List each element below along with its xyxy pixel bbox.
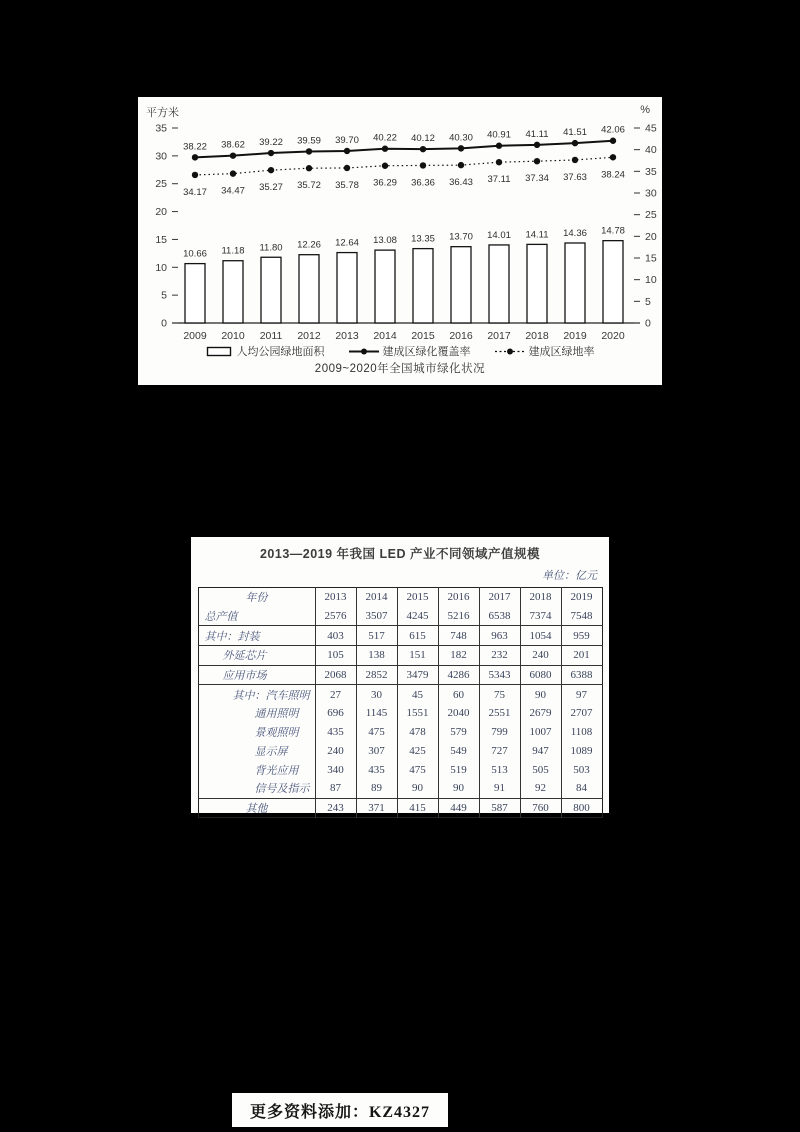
- year-cell: 2019: [561, 588, 602, 607]
- dotted-line-point: [572, 157, 578, 163]
- value-cell: 7374: [520, 607, 561, 626]
- bar: [261, 257, 281, 323]
- solid-line-point: [230, 152, 236, 158]
- value-cell: 232: [479, 646, 520, 666]
- x-axis-category-label: 2016: [449, 330, 473, 342]
- x-axis-category-label: 2014: [373, 330, 397, 342]
- table-row: [198, 798, 602, 818]
- value-cell: 5216: [438, 607, 479, 626]
- bar: [527, 244, 547, 323]
- table-row: [198, 685, 602, 704]
- row-label-cell: 背光应用: [254, 764, 299, 777]
- value-cell: 403: [315, 626, 356, 646]
- left-axis-tick-label: 25: [155, 178, 167, 191]
- year-cell: 2016: [438, 588, 479, 607]
- dotted-line-value-label: 37.11: [487, 174, 511, 186]
- value-cell: 90: [520, 685, 561, 704]
- solid-line-point: [382, 146, 388, 152]
- led-table-panel: [191, 537, 609, 813]
- solid-line-point: [344, 148, 350, 154]
- legend-item-dotted-line-series: [495, 343, 595, 359]
- value-cell: 6388: [561, 665, 602, 685]
- value-cell: 963: [479, 626, 520, 646]
- table-row: [198, 723, 602, 742]
- value-cell: 1551: [397, 704, 438, 723]
- bar: [337, 253, 357, 323]
- x-axis-category-label: 2015: [411, 330, 435, 342]
- table-row: [198, 760, 602, 779]
- value-cell: 1145: [356, 704, 397, 723]
- dotted-line-value-label: 34.17: [183, 186, 207, 198]
- legend-item-bar-series: [206, 343, 325, 359]
- dotted-line-value-label: 35.72: [297, 180, 321, 192]
- bar-value-label: 11.80: [259, 242, 283, 254]
- dotted-line-point: [610, 154, 616, 160]
- value-cell: 84: [561, 779, 602, 798]
- solid-line-point: [192, 154, 198, 160]
- dotted-line-value-label: 38.24: [601, 169, 625, 181]
- bar-value-label: 14.78: [601, 225, 625, 237]
- value-cell: 517: [356, 626, 397, 646]
- greening-chart-panel: [138, 97, 662, 385]
- bar: [603, 241, 623, 323]
- legend-item-solid-line-series: [349, 343, 471, 359]
- dotted-line-value-label: 35.27: [259, 182, 283, 194]
- bar: [451, 247, 471, 323]
- value-cell: 2551: [479, 704, 520, 723]
- year-cell: 2018: [520, 588, 561, 607]
- right-axis-tick-label: 35: [645, 165, 657, 178]
- dotted-line-point: [420, 162, 426, 168]
- value-cell: 478: [397, 723, 438, 742]
- value-cell: 3507: [356, 607, 397, 626]
- dotted-line-value-label: 37.63: [563, 171, 587, 183]
- right-axis-tick-label: 5: [645, 295, 651, 308]
- value-cell: 2852: [356, 665, 397, 685]
- solid-line-swatch-icon: [349, 346, 379, 357]
- value-cell: 92: [520, 779, 561, 798]
- dotted-line-value-label: 36.43: [449, 177, 473, 189]
- right-axis-tick-label: 45: [645, 122, 657, 135]
- x-axis-category-label: 2018: [525, 330, 549, 342]
- value-cell: 97: [561, 685, 602, 704]
- solid-line-value-label: 41.51: [563, 127, 587, 139]
- value-cell: 4245: [397, 607, 438, 626]
- value-cell: 91: [479, 779, 520, 798]
- bar: [413, 249, 433, 323]
- value-cell: 3479: [397, 665, 438, 685]
- year-cell: 2014: [356, 588, 397, 607]
- greening-chart-svg: [138, 97, 662, 361]
- bar-value-label: 11.18: [221, 245, 245, 257]
- dotted-line-point: [496, 159, 502, 165]
- table-title: 2013—2019 年我国 LED 产业不同领域产值规模: [259, 547, 541, 561]
- value-cell: 425: [397, 742, 438, 761]
- table-row: [198, 742, 602, 761]
- dotted-line: [195, 157, 613, 175]
- value-cell: 87: [315, 779, 356, 798]
- value-cell: 371: [356, 798, 397, 818]
- dotted-line-value-label: 37.34: [525, 173, 549, 185]
- value-cell: 2576: [315, 607, 356, 626]
- dotted-line-value-label: 36.36: [411, 177, 435, 189]
- chart-legend: [138, 343, 662, 359]
- value-cell: 138: [356, 646, 397, 666]
- bar: [223, 261, 243, 323]
- value-cell: 503: [561, 760, 602, 779]
- left-axis-tick-label: 5: [161, 289, 167, 302]
- solid-line-point: [268, 150, 274, 156]
- bar-value-label: 14.36: [563, 227, 587, 239]
- dotted-line-point: [534, 158, 540, 164]
- bar-value-label: 13.08: [373, 235, 397, 247]
- x-axis-category-label: 2009: [183, 330, 207, 342]
- row-label-cell: 总产值: [198, 607, 315, 626]
- value-cell: 243: [315, 798, 356, 818]
- row-label-cell: 通用照明: [254, 708, 299, 721]
- value-cell: 799: [479, 723, 520, 742]
- footer-panel: [232, 1093, 448, 1127]
- value-cell: 7548: [561, 607, 602, 626]
- solid-line-point: [534, 142, 540, 148]
- value-cell: 519: [438, 760, 479, 779]
- bar-value-label: 13.70: [449, 231, 473, 243]
- value-cell: 90: [438, 779, 479, 798]
- x-axis-category-label: 2010: [221, 330, 245, 342]
- value-cell: 240: [315, 742, 356, 761]
- solid-line-value-label: 42.06: [601, 124, 625, 136]
- value-cell: 30: [356, 685, 397, 704]
- value-cell: 1007: [520, 723, 561, 742]
- chart-title: 2009~2020年全国城市绿化状况: [314, 363, 486, 375]
- value-cell: 4286: [438, 665, 479, 685]
- solid-line-value-label: 39.22: [259, 137, 283, 149]
- left-axis-tick-label: 35: [155, 122, 167, 135]
- table-row: [198, 665, 602, 685]
- bar: [375, 250, 395, 323]
- value-cell: 505: [520, 760, 561, 779]
- value-cell: 2040: [438, 704, 479, 723]
- value-cell: 435: [315, 723, 356, 742]
- legend-label: 建成区绿化覆盖率: [382, 346, 471, 358]
- value-cell: 800: [561, 798, 602, 818]
- dotted-line-point: [192, 172, 198, 178]
- dotted-line-point: [344, 165, 350, 171]
- value-cell: 435: [356, 760, 397, 779]
- legend-label: 建成区绿地率: [528, 346, 595, 358]
- dotted-line-point: [230, 170, 236, 176]
- value-cell: 2068: [315, 665, 356, 685]
- value-cell: 760: [520, 798, 561, 818]
- value-cell: 240: [520, 646, 561, 666]
- value-cell: 615: [397, 626, 438, 646]
- value-cell: 2707: [561, 704, 602, 723]
- bar: [185, 264, 205, 323]
- value-cell: 449: [438, 798, 479, 818]
- bar-value-label: 12.26: [297, 239, 321, 251]
- year-cell: 2017: [479, 588, 520, 607]
- row-label-cell: 景观照明: [254, 727, 299, 740]
- right-axis-tick-label: 40: [645, 144, 657, 157]
- dotted-line-point: [268, 167, 274, 173]
- x-axis-category-label: 2013: [335, 330, 359, 342]
- value-cell: 1054: [520, 626, 561, 646]
- right-axis-tick-label: 30: [645, 187, 657, 200]
- value-cell: 475: [356, 723, 397, 742]
- left-axis-unit-label: 平方米: [146, 107, 179, 119]
- dotted-line-point: [382, 163, 388, 169]
- table-row: [198, 626, 602, 646]
- row-label-cell: 其中：汽车照明: [232, 689, 310, 702]
- solid-line-value-label: 39.70: [335, 134, 359, 146]
- value-cell: 475: [397, 760, 438, 779]
- value-cell: 6080: [520, 665, 561, 685]
- value-cell: 27: [315, 685, 356, 704]
- table-row: [198, 704, 602, 723]
- value-cell: 959: [561, 626, 602, 646]
- value-cell: 513: [479, 760, 520, 779]
- solid-line-value-label: 39.59: [297, 135, 321, 147]
- value-cell: 1108: [561, 723, 602, 742]
- solid-line-point: [496, 143, 502, 149]
- x-axis-category-label: 2011: [259, 330, 283, 342]
- value-cell: 45: [397, 685, 438, 704]
- row-label-cell: 显示屏: [254, 745, 288, 758]
- value-cell: 587: [479, 798, 520, 818]
- value-cell: 60: [438, 685, 479, 704]
- row-label-cell: 信号及指示: [198, 779, 315, 798]
- dotted-line-value-label: 34.47: [221, 185, 245, 197]
- value-cell: 727: [479, 742, 520, 761]
- value-cell: 6538: [479, 607, 520, 626]
- bar-value-label: 10.66: [183, 248, 207, 260]
- table-row: [198, 646, 602, 666]
- left-axis-tick-label: 0: [161, 317, 167, 330]
- value-cell: 696: [315, 704, 356, 723]
- footer-text: 更多资料添加：KZ4327: [249, 1103, 431, 1121]
- dotted-line-swatch-icon: [495, 346, 525, 357]
- right-axis-tick-label: 15: [645, 252, 657, 265]
- right-axis-tick-label: 0: [645, 317, 651, 330]
- value-cell: 579: [438, 723, 479, 742]
- bar: [299, 255, 319, 323]
- row-label-cell: 应用市场: [198, 665, 315, 685]
- legend-label: 人均公园绿地面积: [236, 346, 325, 358]
- solid-line-value-label: 40.30: [449, 132, 473, 144]
- table-unit-note: 单位：亿元: [542, 570, 597, 582]
- table-header-row: [198, 588, 602, 607]
- row-label-cell: 外延芯片: [198, 646, 315, 666]
- bar-value-label: 14.01: [487, 229, 511, 241]
- year-cell: 2013: [315, 588, 356, 607]
- year-header-cell: 年份: [245, 592, 268, 605]
- value-cell: 340: [315, 760, 356, 779]
- value-cell: 151: [397, 646, 438, 666]
- dotted-line-value-label: 36.29: [373, 177, 397, 189]
- left-axis-tick-label: 15: [155, 233, 167, 246]
- value-cell: 549: [438, 742, 479, 761]
- bar-value-label: 14.11: [525, 229, 549, 241]
- value-cell: 307: [356, 742, 397, 761]
- year-cell: 2015: [397, 588, 438, 607]
- value-cell: 947: [520, 742, 561, 761]
- table-row: [198, 779, 602, 798]
- solid-line-point: [306, 148, 312, 154]
- value-cell: 90: [397, 779, 438, 798]
- right-axis-tick-label: 25: [645, 209, 657, 222]
- right-axis-tick-label: 10: [645, 274, 657, 287]
- value-cell: 748: [438, 626, 479, 646]
- solid-line-point: [458, 145, 464, 151]
- table-row: [198, 607, 602, 626]
- bar-value-label: 13.35: [411, 233, 435, 245]
- value-cell: 5343: [479, 665, 520, 685]
- x-axis-category-label: 2017: [487, 330, 511, 342]
- solid-line-value-label: 38.22: [183, 141, 207, 153]
- left-axis-tick-label: 10: [155, 261, 167, 274]
- left-axis-tick-label: 20: [155, 206, 167, 219]
- value-cell: 1089: [561, 742, 602, 761]
- solid-line-point: [420, 146, 426, 152]
- solid-line-point: [610, 138, 616, 144]
- x-axis-category-label: 2019: [563, 330, 587, 342]
- bar: [565, 243, 585, 323]
- right-axis-unit-label: %: [640, 104, 650, 116]
- bar-series-swatch-icon: [206, 346, 233, 357]
- value-cell: 105: [315, 646, 356, 666]
- value-cell: 89: [356, 779, 397, 798]
- value-cell: 415: [397, 798, 438, 818]
- x-axis-category-label: 2020: [601, 330, 625, 342]
- row-label-cell: 其中：封装: [198, 626, 315, 646]
- led-table: [198, 587, 603, 818]
- solid-line-value-label: 40.91: [487, 129, 511, 141]
- solid-line: [195, 141, 613, 158]
- bar: [489, 245, 509, 323]
- dotted-line-point: [306, 165, 312, 171]
- x-axis-category-label: 2012: [297, 330, 321, 342]
- value-cell: 201: [561, 646, 602, 666]
- value-cell: 2679: [520, 704, 561, 723]
- solid-line-value-label: 41.11: [525, 128, 549, 140]
- bar-value-label: 12.64: [335, 237, 359, 249]
- dotted-line-point: [458, 162, 464, 168]
- solid-line-value-label: 38.62: [221, 139, 245, 151]
- left-axis-tick-label: 30: [155, 150, 167, 163]
- value-cell: 75: [479, 685, 520, 704]
- row-label-cell: 其他: [245, 802, 268, 815]
- dotted-line-value-label: 35.78: [335, 179, 359, 191]
- value-cell: 182: [438, 646, 479, 666]
- solid-line-value-label: 40.22: [373, 132, 397, 144]
- right-axis-tick-label: 20: [645, 230, 657, 243]
- solid-line-value-label: 40.12: [411, 133, 435, 145]
- solid-line-point: [572, 140, 578, 146]
